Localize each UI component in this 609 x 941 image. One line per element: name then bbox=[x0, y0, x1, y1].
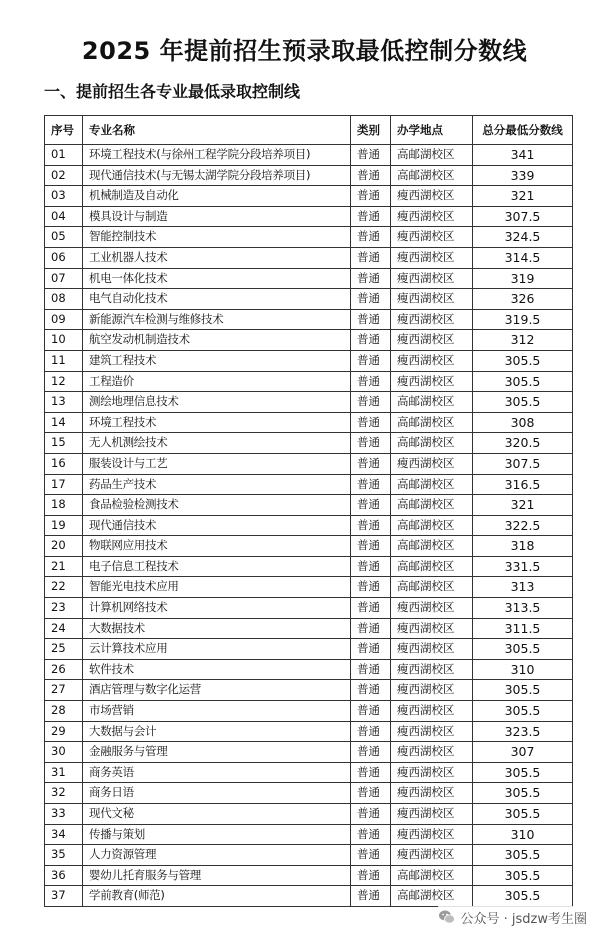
row-campus: 瘦西湖校区 bbox=[391, 721, 473, 742]
table-row bbox=[45, 412, 573, 433]
row-campus: 瘦西湖校区 bbox=[391, 639, 473, 660]
row-major: 测绘地理信息技术 bbox=[83, 392, 351, 413]
row-major: 环境工程技术 bbox=[83, 412, 351, 433]
row-min-score: 305.5 bbox=[473, 350, 573, 371]
row-campus: 瘦西湖校区 bbox=[391, 268, 473, 289]
row-min-score: 314.5 bbox=[473, 247, 573, 268]
header-category: 类别 bbox=[351, 116, 391, 145]
row-min-score: 319.5 bbox=[473, 309, 573, 330]
row-min-score: 318 bbox=[473, 536, 573, 557]
row-min-score: 305.5 bbox=[473, 886, 573, 907]
row-major: 大数据与会计 bbox=[83, 721, 351, 742]
row-campus: 瘦西湖校区 bbox=[391, 762, 473, 783]
row-min-score: 310 bbox=[473, 824, 573, 845]
row-index: 06 bbox=[45, 247, 83, 268]
watermark-text: 公众号 · jsdzw考生圈 bbox=[460, 911, 587, 927]
row-index: 33 bbox=[45, 804, 83, 825]
row-index: 37 bbox=[45, 886, 83, 907]
row-min-score: 316.5 bbox=[473, 474, 573, 495]
row-category: 普通 bbox=[351, 227, 391, 248]
row-min-score: 313 bbox=[473, 577, 573, 598]
row-campus: 高邮湖校区 bbox=[391, 865, 473, 886]
row-min-score: 310 bbox=[473, 659, 573, 680]
row-index: 24 bbox=[45, 618, 83, 639]
table-row bbox=[45, 783, 573, 804]
row-major: 环境工程技术(与徐州工程学院分段培养项目) bbox=[83, 145, 351, 166]
row-major: 新能源汽车检测与维修技术 bbox=[83, 309, 351, 330]
row-major: 婴幼儿托育服务与管理 bbox=[83, 865, 351, 886]
row-category: 普通 bbox=[351, 721, 391, 742]
table-row bbox=[45, 145, 573, 166]
table-row bbox=[45, 268, 573, 289]
row-major: 智能光电技术应用 bbox=[83, 577, 351, 598]
row-category: 普通 bbox=[351, 804, 391, 825]
row-campus: 瘦西湖校区 bbox=[391, 804, 473, 825]
row-campus: 瘦西湖校区 bbox=[391, 227, 473, 248]
row-min-score: 305.5 bbox=[473, 701, 573, 722]
wechat-icon bbox=[438, 908, 456, 926]
table-row bbox=[45, 824, 573, 845]
row-major: 商务日语 bbox=[83, 783, 351, 804]
row-campus: 高邮湖校区 bbox=[391, 556, 473, 577]
header-campus: 办学地点 bbox=[391, 116, 473, 145]
row-campus: 高邮湖校区 bbox=[391, 433, 473, 454]
row-category: 普通 bbox=[351, 659, 391, 680]
row-major: 服装设计与工艺 bbox=[83, 453, 351, 474]
row-index: 04 bbox=[45, 206, 83, 227]
row-major: 学前教育(师范) bbox=[83, 886, 351, 907]
row-index: 12 bbox=[45, 371, 83, 392]
row-category: 普通 bbox=[351, 783, 391, 804]
row-campus: 高邮湖校区 bbox=[391, 145, 473, 166]
table-row bbox=[45, 845, 573, 866]
row-min-score: 311.5 bbox=[473, 618, 573, 639]
row-index: 30 bbox=[45, 742, 83, 763]
row-index: 32 bbox=[45, 783, 83, 804]
row-index: 26 bbox=[45, 659, 83, 680]
table-row bbox=[45, 536, 573, 557]
row-min-score: 307.5 bbox=[473, 206, 573, 227]
row-index: 11 bbox=[45, 350, 83, 371]
row-category: 普通 bbox=[351, 247, 391, 268]
row-min-score: 312 bbox=[473, 330, 573, 351]
table-row bbox=[45, 762, 573, 783]
row-index: 25 bbox=[45, 639, 83, 660]
row-major: 工程造价 bbox=[83, 371, 351, 392]
row-campus: 瘦西湖校区 bbox=[391, 350, 473, 371]
row-category: 普通 bbox=[351, 165, 391, 186]
row-category: 普通 bbox=[351, 515, 391, 536]
row-major: 智能控制技术 bbox=[83, 227, 351, 248]
table-row bbox=[45, 227, 573, 248]
row-min-score: 305.5 bbox=[473, 783, 573, 804]
row-min-score: 307.5 bbox=[473, 453, 573, 474]
row-category: 普通 bbox=[351, 412, 391, 433]
row-campus: 高邮湖校区 bbox=[391, 577, 473, 598]
row-min-score: 305.5 bbox=[473, 845, 573, 866]
row-min-score: 341 bbox=[473, 145, 573, 166]
table-row bbox=[45, 474, 573, 495]
row-campus: 高邮湖校区 bbox=[391, 165, 473, 186]
table-header-row bbox=[45, 116, 573, 145]
row-category: 普通 bbox=[351, 289, 391, 310]
table-row bbox=[45, 701, 573, 722]
table-body bbox=[45, 145, 573, 907]
row-campus: 瘦西湖校区 bbox=[391, 598, 473, 619]
table-row bbox=[45, 886, 573, 907]
row-index: 27 bbox=[45, 680, 83, 701]
row-campus: 高邮湖校区 bbox=[391, 474, 473, 495]
row-min-score: 321 bbox=[473, 495, 573, 516]
row-index: 17 bbox=[45, 474, 83, 495]
row-index: 18 bbox=[45, 495, 83, 516]
row-major: 酒店管理与数字化运营 bbox=[83, 680, 351, 701]
row-major: 物联网应用技术 bbox=[83, 536, 351, 557]
row-major: 机电一体化技术 bbox=[83, 268, 351, 289]
row-campus: 瘦西湖校区 bbox=[391, 453, 473, 474]
row-campus: 瘦西湖校区 bbox=[391, 618, 473, 639]
row-major: 模具设计与制造 bbox=[83, 206, 351, 227]
table-row bbox=[45, 247, 573, 268]
row-campus: 瘦西湖校区 bbox=[391, 680, 473, 701]
table-row bbox=[45, 865, 573, 886]
row-campus: 高邮湖校区 bbox=[391, 412, 473, 433]
row-category: 普通 bbox=[351, 433, 391, 454]
row-campus: 瘦西湖校区 bbox=[391, 247, 473, 268]
table-row bbox=[45, 186, 573, 207]
score-table bbox=[44, 115, 573, 907]
row-campus: 高邮湖校区 bbox=[391, 515, 473, 536]
row-min-score: 313.5 bbox=[473, 598, 573, 619]
row-major: 工业机器人技术 bbox=[83, 247, 351, 268]
table-row bbox=[45, 350, 573, 371]
row-category: 普通 bbox=[351, 536, 391, 557]
row-category: 普通 bbox=[351, 330, 391, 351]
table-row bbox=[45, 680, 573, 701]
row-category: 普通 bbox=[351, 886, 391, 907]
row-category: 普通 bbox=[351, 865, 391, 886]
row-major: 现代通信技术(与无锡太湖学院分段培养项目) bbox=[83, 165, 351, 186]
row-category: 普通 bbox=[351, 742, 391, 763]
table-row bbox=[45, 495, 573, 516]
row-min-score: 305.5 bbox=[473, 639, 573, 660]
row-campus: 瘦西湖校区 bbox=[391, 742, 473, 763]
row-campus: 瘦西湖校区 bbox=[391, 824, 473, 845]
row-category: 普通 bbox=[351, 186, 391, 207]
row-index: 28 bbox=[45, 701, 83, 722]
row-category: 普通 bbox=[351, 495, 391, 516]
row-index: 14 bbox=[45, 412, 83, 433]
row-index: 36 bbox=[45, 865, 83, 886]
row-campus: 瘦西湖校区 bbox=[391, 186, 473, 207]
row-category: 普通 bbox=[351, 268, 391, 289]
row-index: 02 bbox=[45, 165, 83, 186]
row-campus: 瘦西湖校区 bbox=[391, 309, 473, 330]
row-campus: 瘦西湖校区 bbox=[391, 783, 473, 804]
row-major: 药品生产技术 bbox=[83, 474, 351, 495]
row-major: 软件技术 bbox=[83, 659, 351, 680]
row-index: 07 bbox=[45, 268, 83, 289]
section-heading: 一、提前招生各专业最低录取控制线 bbox=[44, 82, 301, 101]
header-major: 专业名称 bbox=[83, 116, 351, 145]
row-min-score: 339 bbox=[473, 165, 573, 186]
row-index: 09 bbox=[45, 309, 83, 330]
page-title: 2025 年提前招生预录取最低控制分数线 bbox=[81, 37, 528, 65]
row-major: 传播与策划 bbox=[83, 824, 351, 845]
row-min-score: 305.5 bbox=[473, 680, 573, 701]
row-index: 03 bbox=[45, 186, 83, 207]
table-row bbox=[45, 289, 573, 310]
row-campus: 瘦西湖校区 bbox=[391, 845, 473, 866]
header-index: 序号 bbox=[45, 116, 83, 145]
row-major: 市场营销 bbox=[83, 701, 351, 722]
row-index: 08 bbox=[45, 289, 83, 310]
row-index: 23 bbox=[45, 598, 83, 619]
row-campus: 高邮湖校区 bbox=[391, 886, 473, 907]
row-index: 13 bbox=[45, 392, 83, 413]
row-category: 普通 bbox=[351, 206, 391, 227]
row-min-score: 305.5 bbox=[473, 371, 573, 392]
row-category: 普通 bbox=[351, 309, 391, 330]
row-major: 现代文秘 bbox=[83, 804, 351, 825]
row-category: 普通 bbox=[351, 680, 391, 701]
row-campus: 瘦西湖校区 bbox=[391, 659, 473, 680]
row-category: 普通 bbox=[351, 392, 391, 413]
row-category: 普通 bbox=[351, 371, 391, 392]
row-index: 31 bbox=[45, 762, 83, 783]
row-index: 19 bbox=[45, 515, 83, 536]
row-min-score: 308 bbox=[473, 412, 573, 433]
row-major: 金融服务与管理 bbox=[83, 742, 351, 763]
table-row bbox=[45, 453, 573, 474]
row-major: 电子信息工程技术 bbox=[83, 556, 351, 577]
row-min-score: 320.5 bbox=[473, 433, 573, 454]
row-major: 机械制造及自动化 bbox=[83, 186, 351, 207]
row-category: 普通 bbox=[351, 824, 391, 845]
row-index: 01 bbox=[45, 145, 83, 166]
table-row bbox=[45, 721, 573, 742]
row-campus: 高邮湖校区 bbox=[391, 536, 473, 557]
row-index: 20 bbox=[45, 536, 83, 557]
table-row bbox=[45, 371, 573, 392]
table-row bbox=[45, 515, 573, 536]
row-min-score: 319 bbox=[473, 268, 573, 289]
table-row bbox=[45, 556, 573, 577]
row-category: 普通 bbox=[351, 618, 391, 639]
row-category: 普通 bbox=[351, 350, 391, 371]
table-row bbox=[45, 618, 573, 639]
row-major: 航空发动机制造技术 bbox=[83, 330, 351, 351]
row-category: 普通 bbox=[351, 701, 391, 722]
row-min-score: 305.5 bbox=[473, 804, 573, 825]
row-major: 无人机测绘技术 bbox=[83, 433, 351, 454]
row-major: 计算机网络技术 bbox=[83, 598, 351, 619]
row-campus: 高邮湖校区 bbox=[391, 495, 473, 516]
table-row bbox=[45, 659, 573, 680]
table-row bbox=[45, 392, 573, 413]
row-min-score: 305.5 bbox=[473, 762, 573, 783]
row-major: 云计算技术应用 bbox=[83, 639, 351, 660]
row-index: 22 bbox=[45, 577, 83, 598]
row-min-score: 305.5 bbox=[473, 392, 573, 413]
row-major: 食品检验检测技术 bbox=[83, 495, 351, 516]
header-min-score: 总分最低分数线 bbox=[473, 116, 573, 145]
row-campus: 瘦西湖校区 bbox=[391, 289, 473, 310]
row-major: 现代通信技术 bbox=[83, 515, 351, 536]
row-index: 29 bbox=[45, 721, 83, 742]
row-min-score: 323.5 bbox=[473, 721, 573, 742]
row-index: 16 bbox=[45, 453, 83, 474]
row-major: 电气自动化技术 bbox=[83, 289, 351, 310]
row-campus: 瘦西湖校区 bbox=[391, 330, 473, 351]
row-index: 10 bbox=[45, 330, 83, 351]
row-index: 35 bbox=[45, 845, 83, 866]
row-category: 普通 bbox=[351, 845, 391, 866]
row-index: 21 bbox=[45, 556, 83, 577]
row-campus: 瘦西湖校区 bbox=[391, 371, 473, 392]
row-category: 普通 bbox=[351, 598, 391, 619]
row-category: 普通 bbox=[351, 474, 391, 495]
row-campus: 瘦西湖校区 bbox=[391, 701, 473, 722]
row-major: 商务英语 bbox=[83, 762, 351, 783]
table-row bbox=[45, 433, 573, 454]
row-category: 普通 bbox=[351, 762, 391, 783]
row-min-score: 324.5 bbox=[473, 227, 573, 248]
row-index: 05 bbox=[45, 227, 83, 248]
row-major: 大数据技术 bbox=[83, 618, 351, 639]
row-min-score: 322.5 bbox=[473, 515, 573, 536]
row-category: 普通 bbox=[351, 145, 391, 166]
row-category: 普通 bbox=[351, 453, 391, 474]
row-category: 普通 bbox=[351, 556, 391, 577]
row-category: 普通 bbox=[351, 577, 391, 598]
table-row bbox=[45, 577, 573, 598]
watermark bbox=[438, 906, 588, 928]
table-row bbox=[45, 330, 573, 351]
table-row bbox=[45, 742, 573, 763]
row-index: 34 bbox=[45, 824, 83, 845]
row-min-score: 331.5 bbox=[473, 556, 573, 577]
row-index: 15 bbox=[45, 433, 83, 454]
table-row bbox=[45, 206, 573, 227]
row-category: 普通 bbox=[351, 639, 391, 660]
row-min-score: 321 bbox=[473, 186, 573, 207]
row-campus: 瘦西湖校区 bbox=[391, 206, 473, 227]
row-min-score: 307 bbox=[473, 742, 573, 763]
table-row bbox=[45, 309, 573, 330]
row-major: 建筑工程技术 bbox=[83, 350, 351, 371]
table-row bbox=[45, 804, 573, 825]
table-row bbox=[45, 165, 573, 186]
row-min-score: 305.5 bbox=[473, 865, 573, 886]
row-min-score: 326 bbox=[473, 289, 573, 310]
table-row bbox=[45, 639, 573, 660]
row-campus: 高邮湖校区 bbox=[391, 392, 473, 413]
row-major: 人力资源管理 bbox=[83, 845, 351, 866]
table-row bbox=[45, 598, 573, 619]
